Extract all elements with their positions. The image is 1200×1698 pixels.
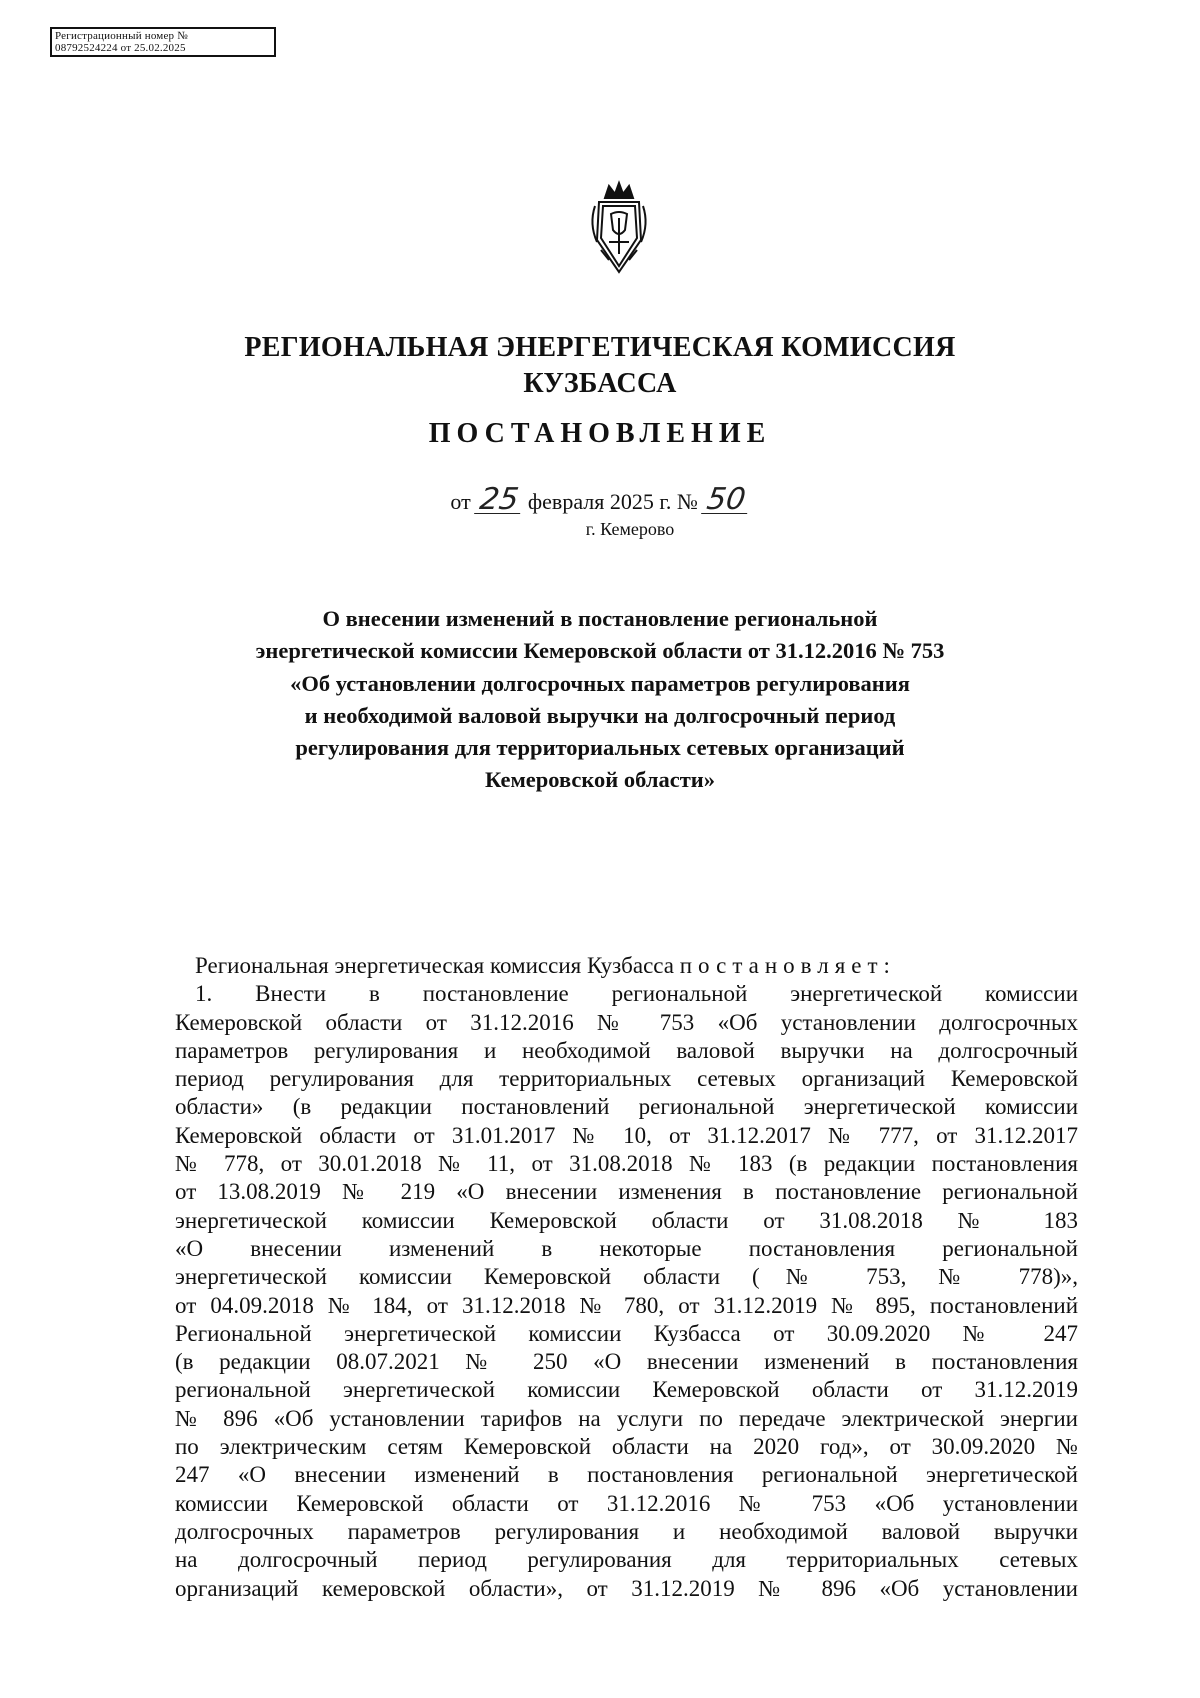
body-line: энергетической комиссии Кемеровской области от 31.08.2018 № 183 <box>175 1207 1078 1233</box>
title-line: Кемеровской области» <box>485 767 715 793</box>
organization-name <box>0 330 1200 402</box>
title-line: О внесении изменений в постановление региональной <box>322 606 878 631</box>
title-line: «Об установлении долгосрочных параметров регулирования <box>290 670 910 696</box>
body-line: параметров регулирования и необходимой валовой выручки на долгосрочный <box>175 1037 1078 1063</box>
organization-name-line1: РЕГИОНАЛЬНАЯ ЭНЕРГЕТИЧЕСКАЯ КОМИССИЯ <box>244 332 956 363</box>
registration-stamp <box>50 27 276 57</box>
body-intro <box>175 952 1078 980</box>
body-line: долгосрочных параметров регулирования и необходимой валовой выручки <box>175 1518 1078 1544</box>
body-line: организаций кемеровской области», от 31.12.2019 № 896 «Об установлении <box>175 1575 1078 1601</box>
document-title <box>160 603 1040 797</box>
title-line: энергетической комиссии Кемеровской области от 31.12.2016 № 753 <box>255 638 945 664</box>
body-line: Региональной энергетической комиссии Кузбасса от 30.09.2020 № 247 <box>175 1320 1078 1346</box>
body-intro-resolution: постановляет: <box>679 953 896 978</box>
body-intro-text: Региональная энергетическая комиссия Кузбасса <box>195 953 674 978</box>
body-line: от 13.08.2019 № 219 «О внесении изменения в постановление региональной <box>175 1179 1078 1205</box>
body-line: области» (в редакции постановлений региональной энергетической комиссии <box>175 1094 1078 1120</box>
document-city: г. Кемерово <box>585 519 675 539</box>
body-line: 247 «О внесении изменений в постановления региональной энергетической <box>175 1462 1078 1488</box>
organization-name-line2: КУЗБАССА <box>523 368 677 399</box>
date-prefix: от <box>450 489 471 514</box>
body-line: «О внесении изменений в некоторые постановления региональной <box>175 1235 1078 1261</box>
body-line: период регулирования для территориальных сетевых организаций Кемеровской <box>175 1066 1078 1092</box>
body-line: энергетической комиссии Кемеровской области (№ 753, № 778)», <box>175 1264 1078 1290</box>
title-line: регулирования для территориальных сетевых организаций <box>295 735 905 761</box>
body-line: на долгосрочный период регулирования для территориальных сетевых <box>175 1547 1078 1573</box>
body-line: Кемеровской области от 31.12.2016 № 753 «Об установлении долгосрочных <box>175 1009 1078 1035</box>
body-line: по электрическим сетям Кемеровской области на 2020 год», от 30.09.2020 № <box>175 1434 1078 1460</box>
body-line: региональной энергетической комиссии Кемеровской области от 31.12.2019 <box>175 1377 1078 1403</box>
body-line: комиссии Кемеровской области от 31.12.2016 № 753 «Об установлении <box>175 1490 1078 1516</box>
body-line: № 778, от 30.01.2018 № 11, от 31.08.2018 № 183 (в редакции постановления <box>175 1151 1078 1177</box>
body-line: (в редакции 08.07.2021 № 250 «О внесении изменений в постановления <box>175 1349 1078 1375</box>
document-type: ПОСТАНОВЛЕНИЕ <box>428 418 772 449</box>
body-line: 1. Внести в постановление региональной энергетической комиссии <box>195 981 1078 1007</box>
date-month-year: февраля 2025 г. № <box>527 489 698 514</box>
registration-number-label: Регистрационный номер № <box>55 30 188 42</box>
body-line: № 896 «Об установлении тарифов на услуги по передаче электрической энергии <box>175 1405 1078 1431</box>
registration-number-value: 08792524224 от 25.02.2025 <box>55 42 186 54</box>
body-line: Кемеровской области от 31.01.2017 № 10, от 31.12.2017 № 777, от 31.12.2017 <box>175 1122 1078 1148</box>
date-day-handwritten: 25 <box>474 487 524 514</box>
coat-of-arms-icon <box>587 180 651 276</box>
body-line: от 04.09.2018 № 184, от 31.12.2018 № 780, от 31.12.2019 № 895, постановлений <box>175 1292 1078 1318</box>
title-line: и необходимой валовой выручки на долгосрочный период <box>304 702 896 728</box>
document-body <box>175 952 1078 1603</box>
document-date-line <box>0 482 1200 517</box>
document-number-handwritten: 50 <box>702 487 752 514</box>
